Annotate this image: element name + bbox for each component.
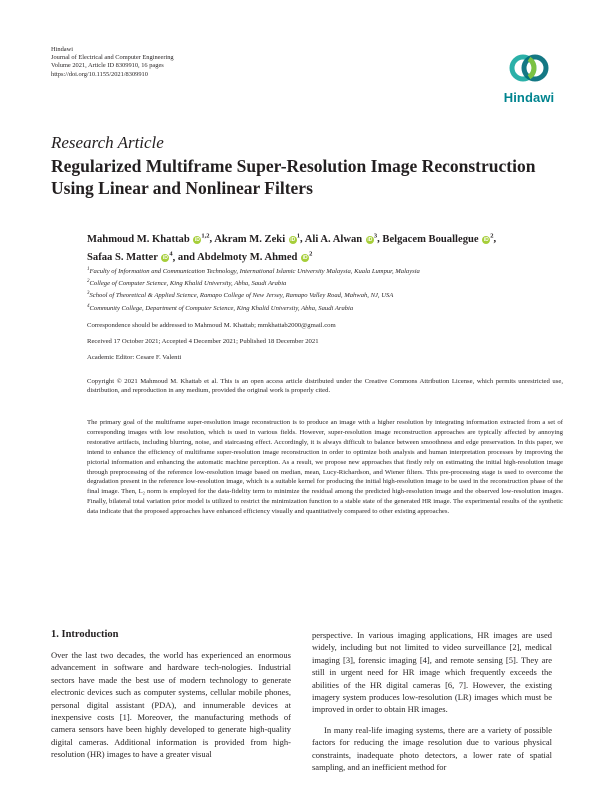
- section-heading: 1. Introduction: [51, 629, 119, 640]
- author-name: and Abdelmoty M. Ahmed: [177, 252, 298, 264]
- logo-text: Hindawi: [503, 90, 555, 105]
- article-type: Research Article: [51, 133, 164, 152]
- affiliation: $^3$School of Theoretical & Applied Science, Ramapo College of New Jersey, Ramapo Valley Road, Mahwah, NJ, USA: [87, 291, 394, 300]
- paragraph: Over the last two decades, the world has experienced an enormous advancement in software and hardware tech-nologies. Industrial sectors have made the best use of modern technology to generate electronic devices such as computer systems, cellular mobile phones, personal digital assistant (PDA), and innumerable devices at inexpensive costs [1]. Moreover, the manufacturing methods of camera sensors have been highly developed to generate high-quality digital cameras. Additional information is provided from high-resolution (HR) images to have a greater visual: [51, 650, 291, 760]
- author[interactable]: [87, 234, 210, 245]
- affiliation: $^2$College of Computer Science, King Khalid University, Abha, Saudi Arabia: [87, 279, 287, 288]
- affiliation: $^4$Community College, Department of Computer Science, King Khalid University, Abha, Saudi Arabia: [87, 303, 354, 312]
- author-name: Ali A. Alwan: [304, 233, 363, 245]
- author-name: Mahmoud M. Khattab: [87, 233, 190, 245]
- author-affiliation-number: 2: [490, 232, 494, 239]
- orcid-icon[interactable]: iD: [162, 255, 168, 262]
- author-affiliation-number: 3: [373, 232, 378, 239]
- correspondence: Correspondence should be addressed to Mahmoud M. Khattab; mmkhattab2000@gmail.com: [87, 322, 336, 329]
- author-affiliation-number: 4: [169, 250, 173, 258]
- body-column-left: [51, 649, 291, 761]
- paragraph: perspective. In various imaging applications, HR images are used widely, including but not limited to video surveillance [2], medical imaging [3], forensic imaging [4], and remote sensing [5]. They are still in urgent need for HR image which frequently exceeds the abilities of the HR digital cameras [6, 7]. However, the existing imagery system produces low-resolution (LR) images which must be improved in order to obtain HR images.: [312, 630, 552, 715]
- author[interactable]: [305, 234, 377, 245]
- orcid-icon[interactable]: iD: [302, 255, 308, 262]
- doi-link[interactable]: https://doi.org/10.1155/2021/8309910: [51, 70, 148, 78]
- author[interactable]: [382, 234, 493, 245]
- journal-header: [51, 46, 174, 79]
- publisher-name: Hindawi: [51, 46, 74, 53]
- body-column-right: [312, 629, 552, 773]
- author[interactable]: [214, 234, 300, 245]
- author-name: Safaa S. Matter: [87, 252, 158, 264]
- author[interactable]: [87, 252, 173, 263]
- orcid-icon[interactable]: iD: [483, 236, 489, 243]
- orcid-icon[interactable]: iD: [290, 236, 296, 243]
- abstract: The primary goal of the multiframe super-resolution image reconstruction is to produce an image with a higher resolution by integrating information extracted from a set of corresponding images with low resolution, which is used in various fields. However, super-resolution image reconstruction approaches are typically affected by annoying restorative artifacts, including blurring, noise, and staircasing effect. Accordingly, it is always difficult to balance between smoothness and edge preservation. In this paper, we intend to enhance the efficiency of multiframe super-resolution image reconstruction in order to optimize both analysis and human interpretation processes by improving the pictorial information and enhancing the automatic machine perception. As a result, we propose new approaches that firstly rely on estimating the initial high-resolution image through preprocessing of the reference low-resolution image based on median, mean, Lucy-Richardson, and Wiener filters. This pre-processing stage is used to overcome the degradation present in the reference low-resolution image, which is a suitable kernel for producing the initial high-resolution image to be used in the reconstruction phase of the final image. Then, L₂ norm is employed for the data-fidelity term to minimize the residual among the predicted high-resolution image and the observed low-resolution images. Finally, bilateral total variation prior model is utilized to restrict the minimization function to a stable state of the generated HR image. The experimental results of the synthetic data indicate that the proposed approaches have enhanced efficiency visually and quantitatively compared to other existing approaches.: [87, 419, 563, 516]
- hindawi-rings-icon: [500, 48, 558, 88]
- paper-title: Regularized Multiframe Super-Resolution Image Reconstruction Using Linear and Nonlinear Filters: [51, 156, 536, 198]
- author-name: Akram M. Zeki: [214, 233, 286, 245]
- author-list: Mahmoud M. Khattab iD$^{1,2}$, Akram M. Zeki $iD^1$, Ali A. Alwan $iD^3$, Belgacem Bouallegue $iD^2$, Safaa S. Matter $iD^4$, and Abdelmoty M. Ahmed $iD^2$: [87, 232, 497, 264]
- author-name: Belgacem Bouallegue: [382, 233, 479, 245]
- copyright-notice: Copyright © 2021 Mahmoud M. Khattab et al. This is an open access article distributed under the Creative Commons Attribution License, which permits unrestricted use, distribution, and reproduction in any medium, provided the original work is properly cited.: [87, 378, 563, 394]
- author-affiliation-number: 1: [296, 232, 301, 239]
- affiliation-list: [87, 265, 567, 314]
- volume-line: Volume 2021, Article ID 8309910, 16 pages: [51, 62, 164, 70]
- affiliation: $^1$Faculty of Information and Communication Technology, International Islamic University Malaysia, Kuala Lumpur, Malaysia: [87, 267, 420, 276]
- author-affiliation-number: 2: [309, 250, 313, 258]
- paragraph: In many real-life imaging systems, there are a variety of possible factors for reducing the image resolution due to various physical constraints, inadequate photo detectors, a lower rate of spatial sampling, and an inefficient method for: [312, 724, 552, 773]
- journal-name: Journal of Electrical and Computer Engineering: [51, 54, 174, 62]
- hindawi-logo: [500, 48, 558, 108]
- orcid-icon[interactable]: iD: [194, 236, 200, 243]
- author-affiliation-number: 1,2: [201, 232, 210, 239]
- orcid-icon[interactable]: iD: [367, 236, 373, 243]
- publication-dates: Received 17 October 2021; Accepted 4 December 2021; Published 18 December 2021: [87, 338, 319, 345]
- academic-editor: Academic Editor: Cesare F. Valenti: [87, 354, 182, 361]
- author[interactable]: [178, 252, 312, 263]
